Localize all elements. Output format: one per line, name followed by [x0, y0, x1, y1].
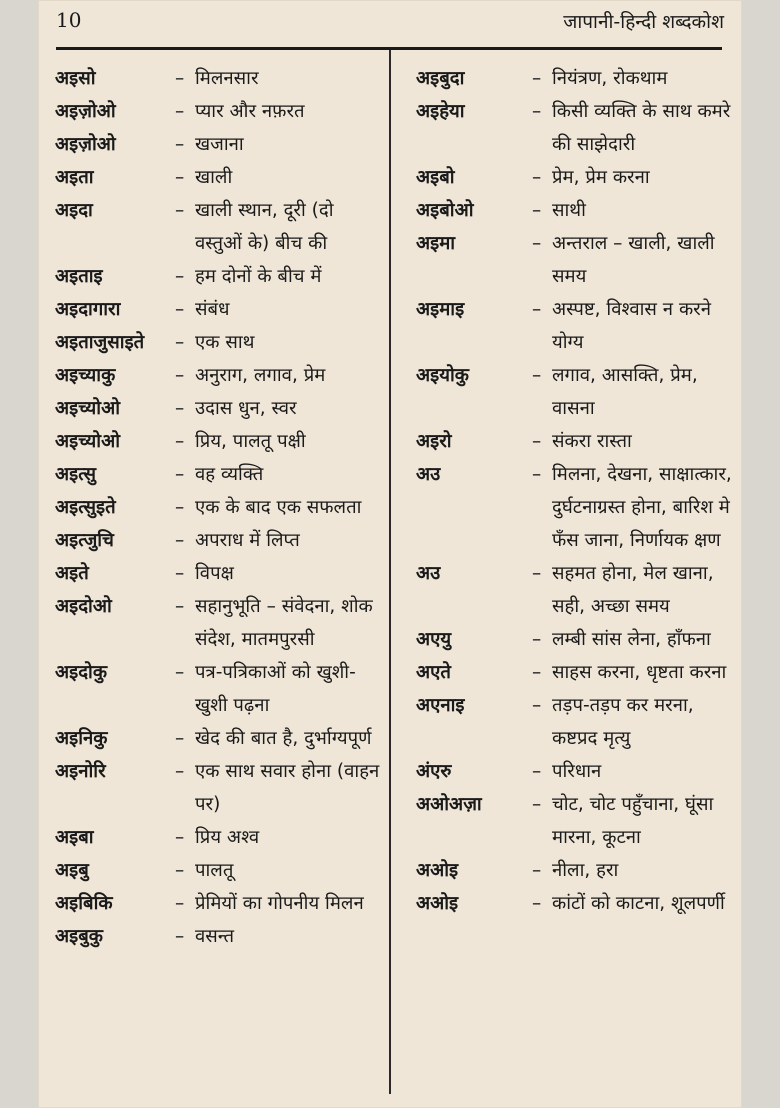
- dash-separator: –: [175, 299, 185, 320]
- definition: नियंत्रण, रोकथाम: [552, 68, 668, 89]
- dash-separator: –: [175, 893, 185, 914]
- headword: अइताइ: [55, 266, 103, 287]
- dash-separator: –: [532, 68, 542, 89]
- dash-separator: –: [175, 926, 185, 947]
- page-header: [56, 8, 724, 38]
- dictionary-entry: [416, 854, 736, 887]
- dictionary-entry: [416, 656, 736, 689]
- definition: कांटों को काटना, शूलपर्णी: [552, 893, 725, 914]
- dash-separator: –: [175, 398, 185, 419]
- dictionary-entry: [416, 689, 736, 755]
- headword: अइदोओ: [55, 596, 112, 617]
- headword: अइदा: [55, 200, 93, 221]
- dash-separator: –: [175, 266, 185, 287]
- headword: अइमा: [416, 233, 456, 254]
- definition: संबंध: [195, 299, 230, 320]
- definition: मिलना, देखना, साक्षात्कार, दुर्घटनाग्रस्त होना, बारिश मे फँस जाना, निर्णायक क्षण: [552, 464, 732, 551]
- dash-separator: –: [532, 233, 542, 254]
- dictionary-entry: [55, 821, 381, 854]
- dictionary-entry: [416, 227, 736, 293]
- dictionary-entry: [55, 887, 381, 920]
- dash-separator: –: [532, 167, 542, 188]
- headword: अइयोकु: [416, 365, 469, 386]
- dictionary-entry: [416, 755, 736, 788]
- dictionary-entry: [55, 194, 381, 260]
- headword: अइच्याकु: [55, 365, 116, 386]
- dictionary-entry: [55, 260, 381, 293]
- definition: साहस करना, धृष्टता करना: [552, 662, 727, 683]
- dash-separator: –: [175, 728, 185, 749]
- dash-separator: –: [532, 695, 542, 716]
- headword: अइनिकु: [55, 728, 108, 749]
- dash-separator: –: [532, 431, 542, 452]
- dash-separator: –: [175, 68, 185, 89]
- definition: तड़प-तड़प कर मरना, कष्टप्रद मृत्यु: [552, 695, 694, 749]
- headword: अंएरु: [416, 761, 452, 782]
- dictionary-entry: [55, 722, 381, 755]
- definition: नीला, हरा: [552, 860, 619, 881]
- definition: अनुराग, लगाव, प्रेम: [195, 365, 326, 386]
- dictionary-page: [38, 0, 742, 1108]
- definition: सहमत होना, मेल खाना, सही, अच्छा समय: [552, 563, 714, 617]
- dictionary-entry: [416, 95, 736, 161]
- headword: अइमाइ: [416, 299, 465, 320]
- definition: वह व्यक्ति: [195, 464, 264, 485]
- definition: अपराध में लिप्त: [195, 530, 300, 551]
- dash-separator: –: [175, 497, 185, 518]
- headword: अइबा: [55, 827, 94, 848]
- headword: अइज़ोओ: [55, 101, 116, 122]
- definition: लगाव, आसक्ति, प्रेम, वासना: [552, 365, 698, 419]
- headword: अइबोओ: [416, 200, 474, 221]
- definition: साथी: [552, 200, 586, 221]
- dictionary-entry: [55, 95, 381, 128]
- dictionary-entry: [55, 590, 381, 656]
- headword: अइज़ोओ: [55, 134, 116, 155]
- dash-separator: –: [175, 332, 185, 353]
- headword: अइरो: [416, 431, 452, 452]
- dash-separator: –: [175, 530, 185, 551]
- dash-separator: –: [532, 662, 542, 683]
- definition: खजाना: [195, 134, 244, 155]
- dictionary-entry: [416, 788, 736, 854]
- headword: अएयु: [416, 629, 452, 650]
- definition: पालतू: [195, 860, 234, 881]
- dictionary-entry: [55, 491, 381, 524]
- dictionary-entry: [55, 458, 381, 491]
- dictionary-entry: [416, 359, 736, 425]
- dash-separator: –: [175, 365, 185, 386]
- dictionary-entry: [55, 854, 381, 887]
- definition: प्रिय अश्व: [195, 827, 260, 848]
- headword: अओइ: [416, 860, 459, 881]
- headword: अइबुकु: [55, 926, 103, 947]
- dictionary-entry: [55, 161, 381, 194]
- dash-separator: –: [175, 662, 185, 683]
- headword: अएते: [416, 662, 451, 683]
- headword: अओअज़ा: [416, 794, 482, 815]
- headword: अइबिकि: [55, 893, 113, 914]
- headword: अउ: [416, 464, 441, 485]
- definition: लम्बी सांस लेना, हाँफना: [552, 629, 711, 650]
- definition: खाली स्थान, दूरी (दो वस्तुओं के) बीच की: [195, 200, 334, 254]
- definition: एक साथ: [195, 332, 255, 353]
- dictionary-entry: [416, 293, 736, 359]
- dash-separator: –: [175, 101, 185, 122]
- definition: विपक्ष: [195, 563, 234, 584]
- headword: अइच्योओ: [55, 398, 120, 419]
- headword: अइत्सुइते: [55, 497, 116, 518]
- dictionary-entry: [416, 425, 736, 458]
- dictionary-entry: [55, 425, 381, 458]
- dictionary-entry: [416, 887, 736, 920]
- definition: एक साथ सवार होना (वाहन पर): [195, 761, 380, 815]
- dash-separator: –: [175, 563, 185, 584]
- definition: पत्र-पत्रिकाओं को खुशी-खुशी पढ़ना: [195, 662, 356, 716]
- dictionary-entry: [55, 656, 381, 722]
- dictionary-entry: [416, 62, 736, 95]
- dash-separator: –: [532, 200, 542, 221]
- dash-separator: –: [532, 860, 542, 881]
- dash-separator: –: [532, 761, 542, 782]
- left-column: [55, 62, 381, 953]
- headword: अइत्सु: [55, 464, 97, 485]
- page-number: 10: [56, 8, 82, 32]
- dictionary-entry: [55, 524, 381, 557]
- dictionary-entry: [55, 557, 381, 590]
- definition: प्यार और नफ़रत: [195, 101, 305, 122]
- headword: अइहेया: [416, 101, 465, 122]
- definition: परिधान: [552, 761, 602, 782]
- dash-separator: –: [532, 101, 542, 122]
- running-title: जापानी-हिन्दी शब्दकोश: [563, 11, 724, 33]
- dash-separator: –: [175, 761, 185, 782]
- headword: अइदोकु: [55, 662, 108, 683]
- dash-separator: –: [175, 200, 185, 221]
- definition: हम दोनों के बीच में: [195, 266, 322, 287]
- headword: अइबुदा: [416, 68, 465, 89]
- headword: अउ: [416, 563, 441, 584]
- dash-separator: –: [532, 629, 542, 650]
- definition: प्रेमियों का गोपनीय मिलन: [195, 893, 364, 914]
- dash-separator: –: [532, 893, 542, 914]
- headword: अइबु: [55, 860, 89, 881]
- definition: चोट, चोट पहुँचाना, घूंसा मारना, कूटना: [552, 794, 714, 848]
- dictionary-entry: [55, 359, 381, 392]
- definition: प्रेम, प्रेम करना: [552, 167, 650, 188]
- headword: अइते: [55, 563, 89, 584]
- dash-separator: –: [532, 365, 542, 386]
- column-divider: [389, 50, 391, 1094]
- dictionary-entry: [416, 161, 736, 194]
- definition: अस्पष्ट, विश्वास न करने योग्य: [552, 299, 711, 353]
- headword: अएनाइ: [416, 695, 465, 716]
- headword: अइच्योओ: [55, 431, 120, 452]
- definition: अन्तराल – खाली, खाली समय: [552, 233, 715, 287]
- dash-separator: –: [532, 794, 542, 815]
- dictionary-entry: [55, 62, 381, 95]
- headword: अइताजुसाइते: [55, 332, 145, 353]
- definition: एक के बाद एक सफलता: [195, 497, 362, 518]
- right-column: [416, 62, 736, 920]
- headword: अइदागारा: [55, 299, 121, 320]
- headword: अइबो: [416, 167, 455, 188]
- dash-separator: –: [175, 464, 185, 485]
- dictionary-entry: [416, 623, 736, 656]
- dash-separator: –: [532, 464, 542, 485]
- dictionary-entry: [55, 128, 381, 161]
- dictionary-entry: [416, 557, 736, 623]
- definition: खाली: [195, 167, 233, 188]
- dictionary-entry: [55, 392, 381, 425]
- dash-separator: –: [175, 167, 185, 188]
- dash-separator: –: [532, 563, 542, 584]
- definition: सहानुभूति – संवेदना, शोक संदेश, मातमपुरसी: [195, 596, 373, 650]
- headword: अओइ: [416, 893, 459, 914]
- headword: अइता: [55, 167, 94, 188]
- dash-separator: –: [532, 299, 542, 320]
- dictionary-entry: [55, 920, 381, 953]
- dictionary-entry: [55, 755, 381, 821]
- dash-separator: –: [175, 827, 185, 848]
- dictionary-entry: [55, 293, 381, 326]
- definition: किसी व्यक्ति के साथ कमरे की साझेदारी: [552, 101, 731, 155]
- headword: अइसो: [55, 68, 96, 89]
- dash-separator: –: [175, 431, 185, 452]
- definition: उदास धुन, स्वर: [195, 398, 297, 419]
- definition: खेद की बात है, दुर्भाग्यपूर्ण: [195, 728, 372, 749]
- definition: वसन्त: [195, 926, 235, 947]
- definition: संकरा रास्ता: [552, 431, 632, 452]
- dash-separator: –: [175, 596, 185, 617]
- headword: अइनोरि: [55, 761, 106, 782]
- dash-separator: –: [175, 860, 185, 881]
- definition: मिलनसार: [195, 68, 259, 89]
- dictionary-entry: [416, 458, 736, 557]
- headword: अइत्जुचि: [55, 530, 114, 551]
- definition: प्रिय, पालतू पक्षी: [195, 431, 306, 452]
- dictionary-entry: [55, 326, 381, 359]
- dash-separator: –: [175, 134, 185, 155]
- dictionary-entry: [416, 194, 736, 227]
